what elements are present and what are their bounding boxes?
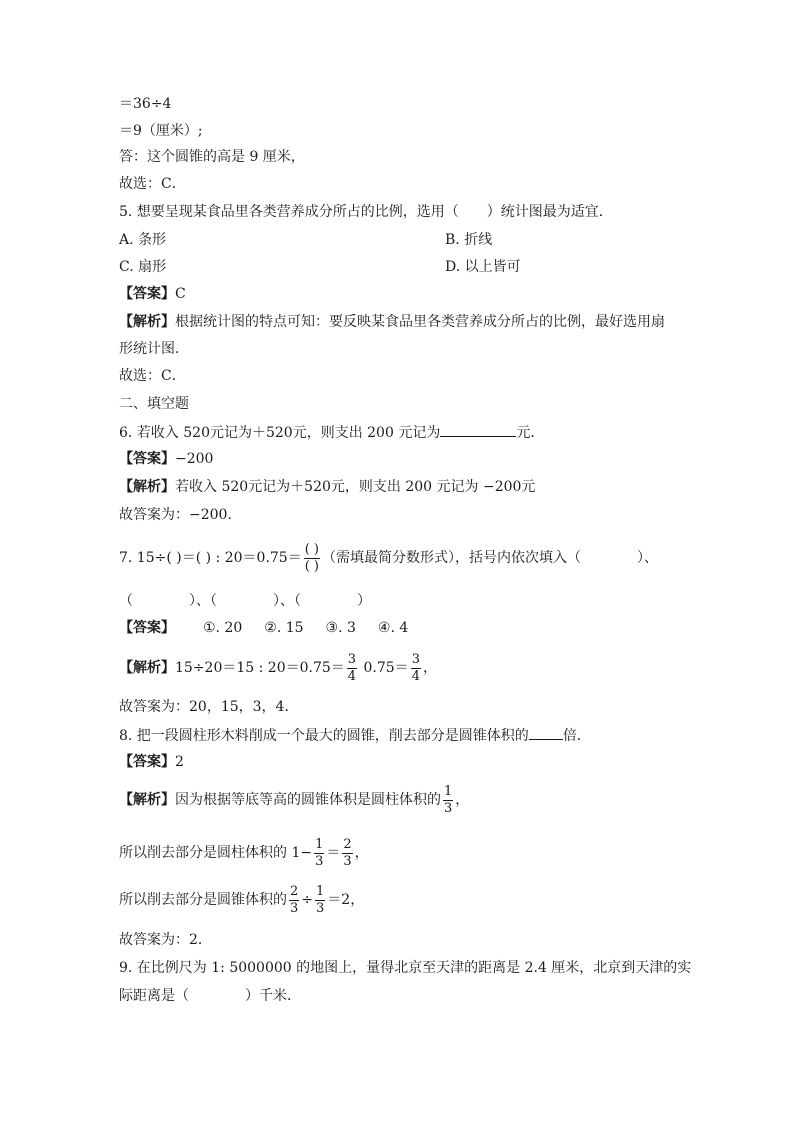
q8-stem-text: 8. 把一段圆柱形木料削成一个最大的圆锥，削去部分是圆锥体积的 [119,728,529,744]
answer-item-2: ②. 15 [264,620,304,636]
q5-analysis-2: 形统计图． [119,341,189,357]
q8-analysis-1: 【解析】因为根据等底等高的圆锥体积是圆柱体积的 $\frac{1}{3}$ ， [119,783,470,816]
fraction-one-third: $\frac{1}{3}$ [316,883,325,916]
q5-option-c: C. 扇形 [119,259,167,275]
analysis-label: 【解析】 [119,479,175,495]
fraction-two-thirds: $\frac{2}{3}$ [343,836,352,869]
answer-sentence: 答：这个圆锥的高是 9 厘米， [119,149,305,165]
q9-stem-line-1: 9. 在比例尺为 1: 5000000 的地图上，量得北京至天津的距离是 2.4 厘米，北京到天津的实 [119,960,692,976]
q7-stem-line-2: （ ）、（ ）、（ ） [119,593,371,609]
answer-value: −200 [175,451,214,467]
q6-answer [119,449,213,469]
fraction-two-thirds: $\frac{2}{3}$ [290,883,299,916]
fraction-blank [304,542,320,575]
analysis-text: 根据统计图的特点可知：要反映某食品里各类营养成分所占的比例，最好选用扇 [175,314,665,330]
analysis-text: 15÷20＝15 : 20＝0.75＝ [175,660,345,676]
analysis-label: 【解析】 [119,660,175,676]
analysis-text-2: 0.75＝ [359,660,409,676]
q5-conclusion: 故选：C． [119,368,186,384]
q7-stem-text-2: （需填最简分数形式），括号内依次填入（ ）、 [322,550,658,566]
fraction-numerator: ( ) [304,541,319,557]
calc-line-2: ＝9（厘米）; [119,123,203,139]
q9-stem-line-2: 际距离是（ ）千米． [119,988,301,1004]
analysis-label: 【解析】 [119,314,175,330]
answer-label: 【答案】 [119,286,175,302]
q7-analysis: 【解析】15÷20＝15 : 20＝0.75＝ $\frac{3}{4}$ 0.75＝ $\frac{3}{4}$ ， [119,651,437,684]
choice-conclusion: 故选：C． [119,176,186,192]
q7-conclusion: 故答案为：20，15，3，4． [119,699,299,715]
q6-conclusion: 故答案为：−200. [119,507,232,523]
q8-conclusion: 故答案为：2． [119,932,212,948]
answer-item-1: ①. 20 [203,620,243,636]
calc-line-1: ＝36÷4 [119,96,172,112]
q5-option-d: D. 以上皆可 [445,259,521,275]
q8-stem-unit: 倍． [562,728,591,744]
q5-stem: 5. 想要呈现某食品里各类营养成分所占的比例，选用（ ）统计图最为适宜． [119,204,613,220]
q7-stem-text: 7. 15÷( )＝( ) : 20＝0.75＝ [119,550,302,566]
answer-label: 【答案】 [119,754,175,770]
analysis-text: 若收入 520元记为＋520元，则支出 200 元记为 −200元 [175,479,536,495]
q6-stem-unit: 元． [516,425,545,441]
fraction-three-quarters: $\frac{3}{4}$ [347,651,357,684]
q6-analysis [119,477,535,497]
q8-stem [119,725,591,746]
fraction-denominator: ( ) [304,558,319,574]
q5-answer [119,284,186,304]
fraction-three-quarters: $\frac{3}{4}$ [411,651,420,684]
q8-analysis-3: 所以削去部分是圆锥体积的 $\frac{2}{3}$ ÷ $\frac{1}{3}$ ＝2， [119,883,365,916]
answer-item-3: ③. 3 [325,620,356,636]
answer-label: 【答案】 [119,620,175,636]
analysis-text: 因为根据等底等高的圆锥体积是圆柱体积的 [175,792,441,808]
answer-item-4: ④. 4 [377,620,409,636]
analysis-label: 【解析】 [119,792,175,808]
fill-blank [529,725,563,740]
section-heading: 二、填空题 [119,396,189,412]
q5-option-b: B. 折线 [445,232,493,248]
fraction-one-third: $\frac{1}{3}$ [444,783,453,816]
q5-option-a: A. 条形 [119,232,167,248]
q8-answer [119,752,184,772]
q8-analysis-2: 所以削去部分是圆柱体积的 1− $\frac{1}{3}$ ＝ $\frac{2}{3}$ ， [119,836,369,869]
fraction-one-third: $\frac{1}{3}$ [315,836,324,869]
fill-blank [440,422,516,437]
answer-value: C [175,286,186,302]
answer-label: 【答案】 [119,451,175,467]
q7-answer [119,618,430,638]
q5-analysis-1 [119,312,665,332]
answer-value: 2 [175,754,184,770]
q7-stem [119,538,658,578]
q6-stem [119,422,544,443]
q6-stem-text: 6. 若收入 520元记为＋520元，则支出 200 元记为 [119,425,441,441]
